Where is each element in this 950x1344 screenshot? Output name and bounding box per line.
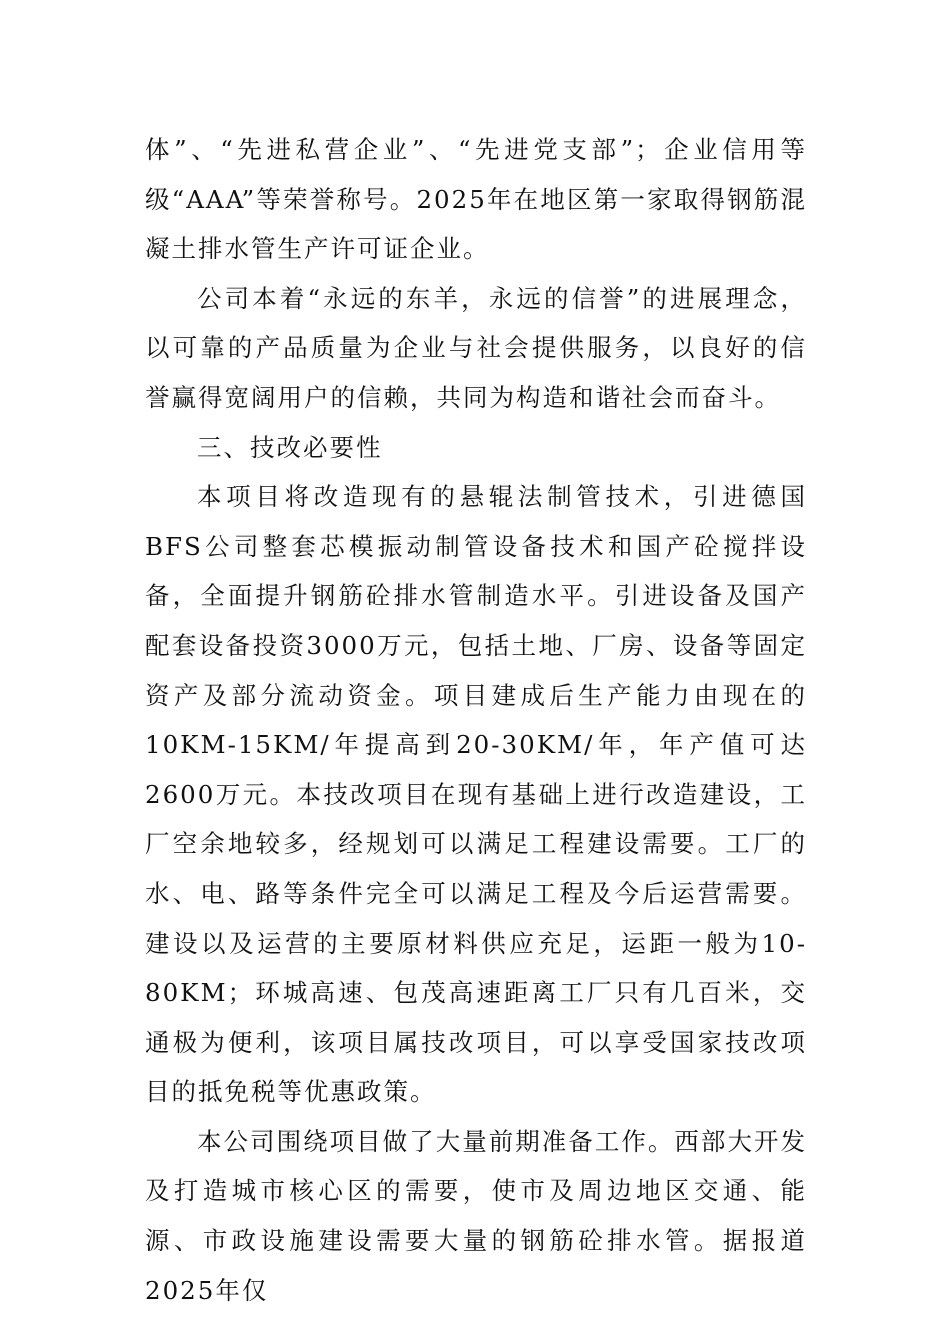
document-body (145, 125, 807, 1315)
paragraph-preparation: 本公司围绕项目做了大量前期准备工作。西部大开发及打造城市核心区的需要，使市及周边地区交通、能源、市政设施建设需要大量的钢筋砼排水管。据报道2025年仅 (145, 1126, 807, 1305)
paragraph-philosophy: 公司本着“永远的东羊，永远的信誉”的进展理念，以可靠的产品质量为企业与社会提供服务，以良好的信誉赢得宽阔用户的信赖，共同为构造和谐社会而奋斗。 (145, 283, 807, 412)
paragraph-continuation: 体”、“先进私营企业”、“先进党支部”；企业信用等级“AAA”等荣誉称号。2025年在地区第一家取得钢筋混凝土排水管生产许可证企业。 (145, 135, 807, 264)
section-heading: 三、技改必要性 (197, 432, 383, 462)
paragraph-project: 本项目将改造现有的悬辊法制管技术，引进德国BFS公司整套芯模振动制管设备技术和国产砼搅拌设备，全面提升钢筋砼排水管制造水平。引进设备及国产配套设备投资3000万元，包括土地、厂房、设备等固定资产及部分流动资金。项目建成后生产能力由现在的10KM-15KM/年提高到20-30KM/年，年产值可达2600万元。本技改项目在现有基础上进行改造建设，工厂空余地较多，经规划可以满足工程建设需要。工厂的水、电、路等条件完全可以满足工程及今后运营需要。建设以及运营的主要原材料供应充足，运距一般为10-80KM；环城高速、包茂高速距离工厂只有几百米，交通极为便利，该项目属技改项目，可以享受国家技改项目的抵免税等优惠政策。 (145, 482, 807, 1107)
